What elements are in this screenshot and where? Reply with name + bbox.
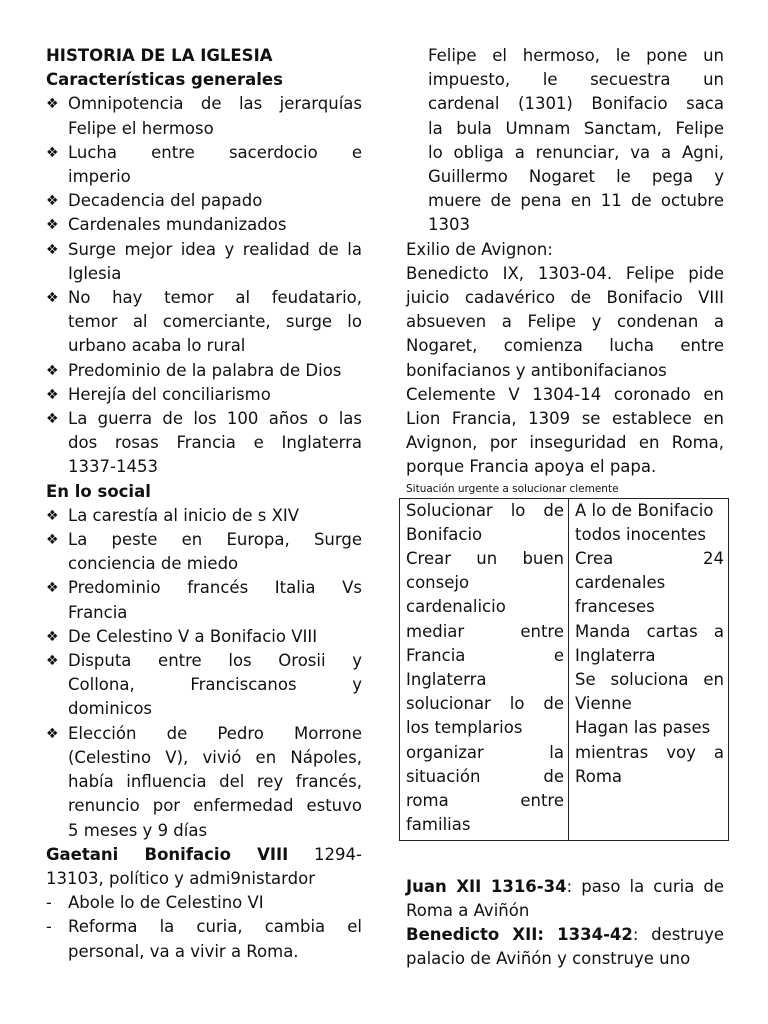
- table-cell-line: A lo de Bonifacio: [575, 500, 714, 520]
- juan-name: Juan XII 1316-34: [406, 876, 567, 896]
- paragraph-line: Nogaret, comienza lucha entre: [406, 336, 724, 356]
- list-item-text: (Celestino V), vivió en Nápoles,: [68, 747, 362, 767]
- list-item-text: No hay temor al feudatario,: [68, 288, 362, 308]
- gaetani-name: Gaetani Bonifacio VIII: [46, 844, 289, 864]
- social-list: [46, 504, 362, 843]
- table-cell-line: Bonifacio: [406, 524, 483, 544]
- diamond-bullet-icon: ❖: [46, 144, 59, 161]
- paragraph-line: la bula Umnam Sanctam, Felipe: [428, 118, 724, 138]
- table-cell-line: Inglaterra: [406, 670, 487, 690]
- list-item: [46, 649, 362, 722]
- list-item: [46, 504, 362, 528]
- list-item-text: La guerra de los 100 años o las: [68, 409, 362, 429]
- paragraph-line: juicio cadavérico de Bonifacio VIII: [406, 288, 724, 308]
- table-cell-line: organizar la: [406, 742, 564, 762]
- paragraph-line: Celemente V 1304-14 coronado en: [406, 384, 724, 404]
- list-item-text: Predominio de la palabra de Dios: [68, 360, 342, 380]
- juan-line1: [406, 875, 724, 899]
- table-caption: Situación urgente a solucionar clemente: [406, 482, 619, 495]
- list-item: [46, 189, 362, 213]
- paragraph-line: Lion Francia, 1309 se establece en: [406, 409, 724, 429]
- diamond-bullet-icon: ❖: [46, 725, 59, 742]
- list-item-text: Lucha entre sacerdocio e: [68, 142, 362, 162]
- paragraph-line: cardenal (1301) Bonifacio saca: [428, 94, 724, 114]
- list-item-text: personal, va a vivir a Roma.: [68, 941, 299, 961]
- list-item-text: 1337-1453: [68, 457, 158, 477]
- list-item-text: dos rosas Francia e Inglaterra: [68, 433, 362, 453]
- diamond-bullet-icon: ❖: [46, 362, 59, 379]
- list-item: [46, 528, 362, 576]
- diamond-bullet-icon: ❖: [46, 193, 59, 210]
- table-cell-line: Se soluciona en: [575, 670, 724, 690]
- table-cell-line: familias: [406, 815, 471, 835]
- benedicto-name: Benedicto XII: 1334-42: [406, 924, 633, 944]
- table-cell-problems: [400, 498, 569, 840]
- diamond-bullet-icon: ❖: [46, 290, 59, 307]
- list-item-text: Reforma la curia, cambia el: [68, 917, 362, 937]
- dash-bullet-icon: -: [46, 893, 52, 913]
- diamond-bullet-icon: ❖: [46, 96, 59, 113]
- list-item-text: Collona, Franciscanos y: [68, 675, 362, 695]
- list-item-text: Felipe el hermoso: [68, 118, 214, 138]
- list-item-text: Abole lo de Celestino VI: [68, 893, 264, 913]
- benedicto-line2: palacio de Aviñón y construye uno: [406, 949, 691, 969]
- table-cell-line: Crea 24: [575, 549, 724, 569]
- list-item-text: De Celestino V a Bonifacio VIII: [68, 626, 318, 646]
- juan-line2: Roma a Aviñón: [406, 900, 530, 920]
- diamond-bullet-icon: ❖: [46, 580, 59, 597]
- exile-heading: Exilio de Avignon:: [406, 239, 553, 259]
- list-item: [46, 213, 362, 237]
- list-item-text: conciencia de miedo: [68, 554, 239, 574]
- diamond-bullet-icon: ❖: [46, 411, 59, 428]
- list-item: [46, 92, 362, 140]
- list-item-text: Francia: [68, 602, 128, 622]
- section-heading-social: En lo social: [46, 481, 151, 501]
- general-characteristics-list: [46, 92, 362, 479]
- list-item: [46, 625, 362, 649]
- document-title: HISTORIA DE LA IGLESIA: [46, 46, 273, 65]
- list-item: [46, 141, 362, 189]
- list-item-text: Elección de Pedro Morrone: [68, 723, 362, 743]
- table-cell-line: Solucionar lo de: [406, 500, 564, 520]
- paragraph-line: muere de pena en 11 de octubre: [428, 191, 724, 211]
- list-item: [46, 383, 362, 407]
- table-cell-line: mediar entre: [406, 621, 564, 641]
- list-item-text: temor al comerciante, surge lo: [68, 312, 362, 332]
- table-cell-line: cardenalicio: [406, 597, 506, 617]
- list-item-text: Cardenales mundanizados: [68, 215, 287, 235]
- table-cell-line: consejo: [406, 573, 470, 593]
- diamond-bullet-icon: ❖: [46, 507, 59, 524]
- gaetani-paragraph-line2: 13103, político y admi9nistardor: [46, 868, 315, 888]
- paragraph-line: absueven a Felipe y condenan a: [406, 312, 724, 332]
- list-item-text: Herejía del conciliarismo: [68, 384, 271, 404]
- table-cell-line: Crear un buen: [406, 549, 564, 569]
- benedicto-text: : destruye: [632, 924, 724, 944]
- right-column: [406, 44, 724, 971]
- list-item-text: había influencia del rey francés,: [68, 772, 362, 792]
- table-cell-line: Francia e: [406, 645, 564, 665]
- list-item-text: renuncio por enfermedad estuvo: [68, 796, 362, 816]
- list-item: [46, 407, 362, 480]
- table-cell-line: Inglaterra: [575, 645, 656, 665]
- list-item: [46, 286, 362, 359]
- list-item-text: Disputa entre los Orosii y: [68, 651, 362, 671]
- paragraph-line: Benedicto IX, 1303-04. Felipe pide: [406, 263, 724, 283]
- list-item: [46, 891, 362, 915]
- list-item-text: imperio: [68, 167, 131, 187]
- table-row: [400, 498, 729, 840]
- paragraph-line: bonifacianos y antibonifacianos: [406, 360, 667, 380]
- table-cell-line: los templarios: [406, 718, 523, 738]
- left-column: [46, 44, 362, 964]
- gaetani-years: 1294-: [288, 844, 362, 864]
- diamond-bullet-icon: ❖: [46, 217, 59, 234]
- list-item: [46, 722, 362, 843]
- paragraph-line: 1303: [428, 215, 470, 235]
- list-item-text: Omnipotencia de las jerarquías: [68, 94, 362, 114]
- diamond-bullet-icon: ❖: [46, 386, 59, 403]
- list-item-text: Predominio francés Italia Vs: [68, 578, 362, 598]
- list-item: [46, 576, 362, 624]
- table-cell-line: Roma: [575, 766, 623, 786]
- dash-list: [46, 891, 362, 964]
- paragraph-line: Guillermo Nogaret le pega y: [428, 167, 724, 187]
- table-cell-line: Vienne: [575, 694, 632, 714]
- table-cell-line: Manda cartas a: [575, 621, 724, 641]
- continuation-paragraph: [406, 44, 724, 238]
- paragraph-line: lo obliga a renunciar, va a Agni,: [428, 142, 724, 162]
- list-item-text: dominicos: [68, 699, 153, 719]
- list-item-text: urbano acaba lo rural: [68, 336, 246, 356]
- list-item-text: Surge mejor idea y realidad de la: [68, 239, 362, 259]
- table-cell-line: roma entre: [406, 791, 564, 811]
- diamond-bullet-icon: ❖: [46, 628, 59, 645]
- table-cell-line: mientras voy a: [575, 742, 724, 762]
- gaetani-paragraph-line1: [46, 843, 362, 867]
- table-cell-line: todos inocentes: [575, 524, 707, 544]
- list-item-text: Decadencia del papado: [68, 191, 263, 211]
- paragraph-line: impuesto, le secuestra un: [428, 70, 724, 90]
- diamond-bullet-icon: ❖: [46, 653, 59, 670]
- paragraph-line: Avignon, por inseguridad en Roma,: [406, 433, 724, 453]
- juan-text: : paso la curia de: [566, 876, 724, 896]
- table-cell-line: situación de: [406, 766, 564, 786]
- list-item-text: 5 meses y 9 días: [68, 820, 208, 840]
- table-cell-line: Hagan las pases: [575, 718, 711, 738]
- diamond-bullet-icon: ❖: [46, 241, 59, 258]
- benedicto-line1: [406, 923, 724, 947]
- list-item-text: La peste en Europa, Surge: [68, 530, 362, 550]
- diamond-bullet-icon: ❖: [46, 532, 59, 549]
- list-item-text: Iglesia: [68, 263, 122, 283]
- exile-paragraph: [406, 262, 724, 480]
- paragraph-line: Felipe el hermoso, le pone un: [428, 46, 724, 65]
- list-item: [46, 238, 362, 286]
- table-cell-line: cardenales: [575, 573, 666, 593]
- urgent-situation-table: [399, 498, 729, 841]
- list-item: [46, 915, 362, 963]
- table-cell-line: solucionar lo de: [406, 694, 564, 714]
- list-item-text: La carestía al inicio de s XIV: [68, 505, 300, 525]
- paragraph-line: porque Francia apoya el papa.: [406, 457, 657, 477]
- dash-bullet-icon: -: [46, 917, 52, 937]
- table-cell-line: franceses: [575, 597, 655, 617]
- table-cell-solutions: [569, 498, 729, 840]
- section-heading-general: Características generales: [46, 70, 283, 90]
- list-item: [46, 359, 362, 383]
